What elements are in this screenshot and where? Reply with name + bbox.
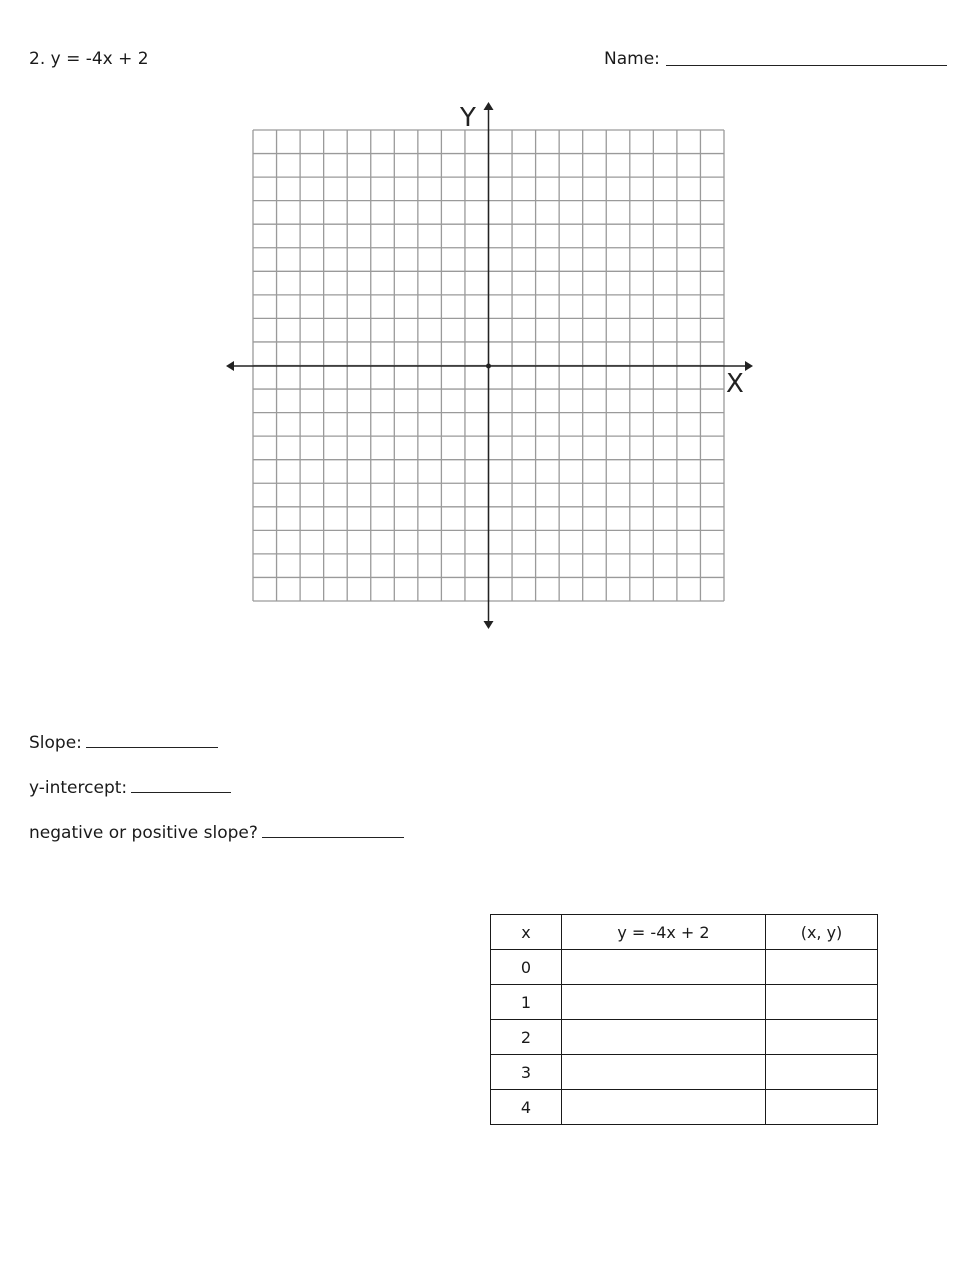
x-axis-label: X: [726, 369, 744, 399]
y-value-cell[interactable]: [562, 1020, 766, 1055]
table-row: [491, 950, 878, 985]
header-x: x: [491, 915, 562, 950]
ordered-pair-cell[interactable]: [766, 1020, 878, 1055]
y-axis-top-arrow: [484, 102, 494, 110]
slope-label: Slope:: [29, 733, 82, 753]
x-axis-left-arrow: [226, 361, 234, 371]
slope-direction-answer-line[interactable]: [262, 837, 404, 838]
y-value-cell[interactable]: [562, 985, 766, 1020]
table-row: [491, 1090, 878, 1125]
x-value: 1: [491, 985, 562, 1020]
header-ordered-pair: (x, y): [766, 915, 878, 950]
name-input-line[interactable]: [666, 65, 947, 66]
table-row: [491, 985, 878, 1020]
name-label: Name:: [604, 49, 660, 69]
origin-point: [486, 364, 491, 369]
xy-table: [490, 914, 878, 1125]
x-value: 4: [491, 1090, 562, 1125]
x-value: 2: [491, 1020, 562, 1055]
y-value-cell[interactable]: [562, 1090, 766, 1125]
slope-answer-line[interactable]: [86, 747, 218, 748]
y-value-cell[interactable]: [562, 950, 766, 985]
ordered-pair-cell[interactable]: [766, 950, 878, 985]
table-row: [491, 1020, 878, 1055]
slope-direction-question: [29, 823, 404, 843]
coordinate-grid[interactable]: [220, 96, 760, 636]
slope-direction-label: negative or positive slope?: [29, 823, 258, 843]
y-intercept-question: [29, 778, 231, 798]
y-axis-bottom-arrow: [484, 621, 494, 629]
table-header-row: [491, 915, 878, 950]
x-value: 0: [491, 950, 562, 985]
ordered-pair-cell[interactable]: [766, 985, 878, 1020]
y-intercept-answer-line[interactable]: [131, 792, 231, 793]
y-axis-label: Y: [460, 103, 476, 133]
y-value-cell[interactable]: [562, 1055, 766, 1090]
header-y-equation: y = -4x + 2: [562, 915, 766, 950]
problem-equation: 2. y = -4x + 2: [29, 49, 149, 69]
ordered-pair-cell[interactable]: [766, 1090, 878, 1125]
ordered-pair-cell[interactable]: [766, 1055, 878, 1090]
x-axis-right-arrow: [745, 361, 753, 371]
slope-question: [29, 733, 218, 753]
table-row: [491, 1055, 878, 1090]
x-value: 3: [491, 1055, 562, 1090]
y-intercept-label: y-intercept:: [29, 778, 128, 798]
